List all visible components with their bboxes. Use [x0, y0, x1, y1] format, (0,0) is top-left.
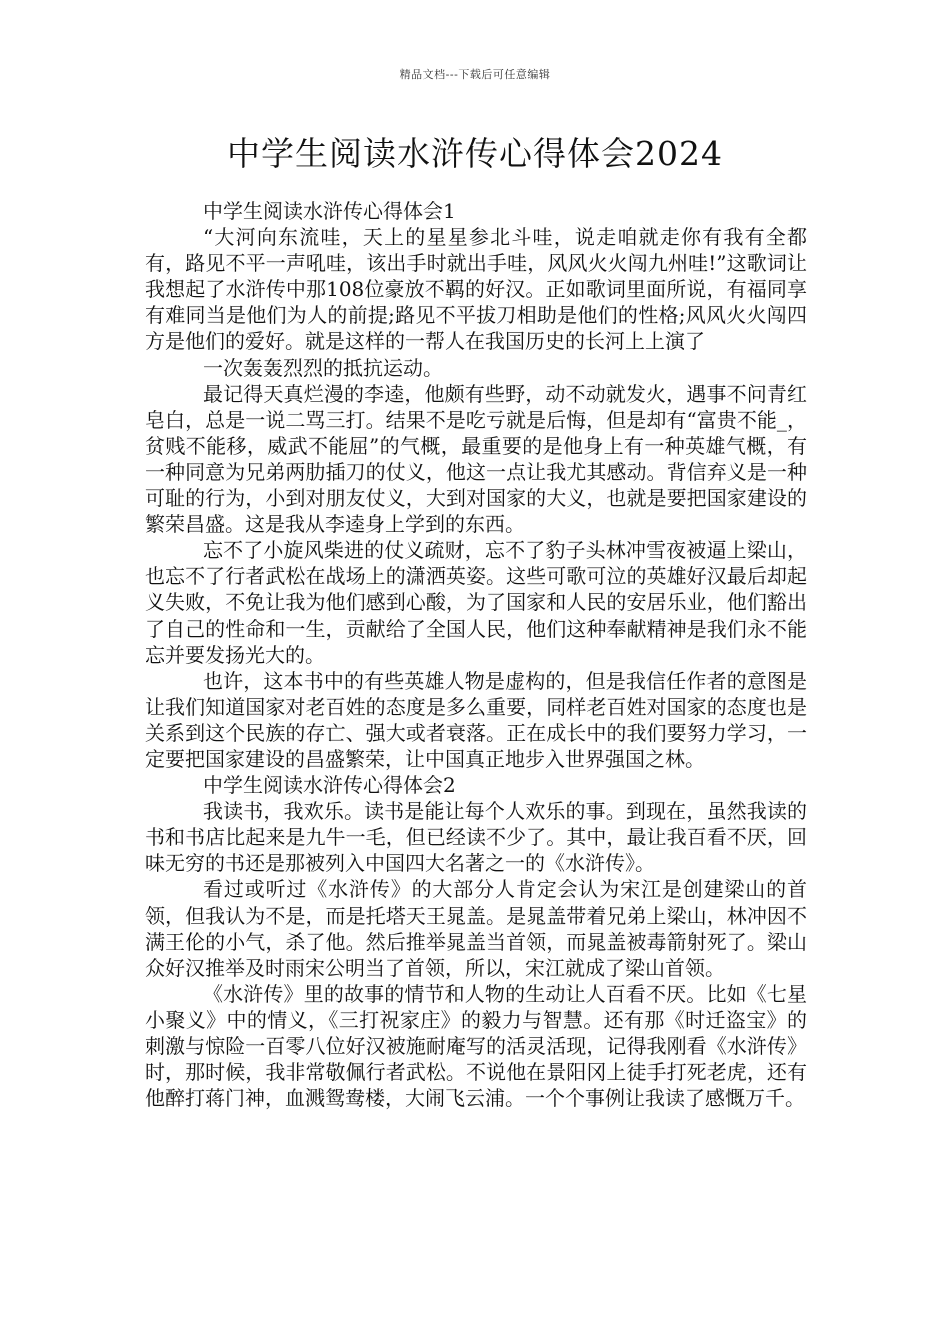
header-note: 精品文档---下载后可任意编辑	[399, 68, 551, 81]
document-title: 中学生阅读水浒传心得体会2024	[227, 134, 723, 173]
paragraph: 我读书，我欢乐。读书是能让每个人欢乐的事。到现在，虽然我读的书和书店比起来是九牛一毛，但已经读不少了。其中，最让我百看不厌，回味无穷的书还是那被列入中国四大名著之一的《水浒传》。	[145, 799, 807, 876]
paragraph: 也许，这本书中的有些英雄人物是虚构的，但是我信任作者的意图是让我们知道国家对老百姓的态度是多么重要，同样老百姓对国家的态度也是关系到这个民族的存亡、强大或者衰落。正在成长中的我们要努力学习，一定要把国家建设的昌盛繁荣，让中国真正地步入世界强国之林。	[145, 668, 807, 771]
paragraph: 忘不了小旋风柴进的仗义疏财，忘不了豹子头林冲雪夜被逼上梁山，也忘不了行者武松在战场上的潇洒英姿。这些可歌可泣的英雄好汉最后却起义失败，不免让我为他们感到心酸，为了国家和人民的安居乐业，他们豁出了自己的性命和一生，贡献给了全国人民，他们这种奉献精神是我们永不能忘并要发扬光大的。	[145, 538, 807, 667]
paragraph: 看过或听过《水浒传》的大部分人肯定会认为宋江是创建梁山的首领，但我认为不是，而是托塔天王晁盖。是晁盖带着兄弟上梁山，林冲因不满王伦的小气，杀了他。然后推举晁盖当首领，而晁盖被毒箭射死了。梁山众好汉推举及时雨宋公明当了首领，所以，宋江就成了梁山首领。	[145, 877, 807, 980]
paragraph: 最记得天真烂漫的李逵，他颇有些野，动不动就发火，遇事不问青红皂白，总是一说二骂三打。结果不是吃亏就是后悔，但是却有“富贵不能_，贫贱不能移，威武不能屈”的气概，最重要的是他身上有一种英雄气概，有一种同意为兄弟两肋插刀的仗义，他这一点让我尤其感动。背信弃义是一种可耻的行为，小到对朋友仗义，大到对国家的大义，也就是要把国家建设的繁荣昌盛。这是我从李逵身上学到的东西。	[145, 381, 807, 537]
paragraph: “大河向东流哇，天上的星星参北斗哇，说走咱就走你有我有全都有，路见不平一声吼哇，该出手时就出手哇，风风火火闯九州哇!”这歌词让我想起了水浒传中那108位豪放不羁的好汉。正如歌词里面所说，有福同享有难同当是他们为人的前提;路见不平拔刀相助是他们的性格;风风火火闯四方是他们的爱好。就是这样的一帮人在我国历史的长河上上演了	[145, 225, 807, 354]
section-heading-1: 中学生阅读水浒传心得体会1	[203, 199, 456, 223]
paragraph: 一次轰轰烈烈的抵抗运动。	[203, 355, 443, 380]
paragraph: 《水浒传》里的故事的情节和人物的生动让人百看不厌。比如《七星小聚义》中的情义，《三打祝家庄》的毅力与智慧。还有那《时迁盗宝》的刺激与惊险一百零八位好汉被施耐庵写的活灵活现，记得我刚看《水浒传》时，那时候，我非常敬佩行者武松。不说他在景阳冈上徒手打死老虎，还有他醉打蒋门神，血溅鸳鸯楼，大闹飞云浦。一个个事例让我读了感慨万千。	[145, 981, 807, 1111]
section-heading-2: 中学生阅读水浒传心得体会2	[203, 773, 456, 798]
document-body	[145, 198, 807, 1111]
